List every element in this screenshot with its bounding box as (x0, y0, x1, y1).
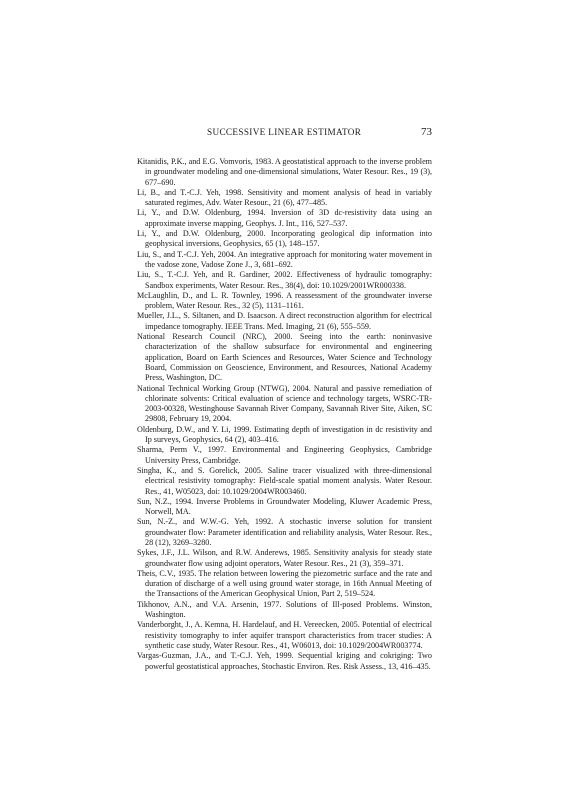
running-title: SUCCESSIVE LINEAR ESTIMATOR (207, 127, 362, 137)
reference-entry: Sun, N.Z., 1994. Inverse Problems in Groundwater Modeling, Kluwer Academic Press, Norwell, MA. (137, 496, 432, 517)
reference-entry: Li, Y., and D.W. Oldenburg, 1994. Inversion of 3D dc-resistivity data using an approximate inverse mapping, Geophys. J. Int., 116, 527–537. (137, 208, 432, 228)
reference-entry: Mueller, J.L., S. Siltanen, and D. Isaacson. A direct reconstruction algorithm for electrical impedance tomography. IEEE Trans. Med. Imaging, 21 (6), 555–559. (137, 311, 432, 331)
reference-entry: Singha, K., and S. Gorelick, 2005. Saline tracer visualized with three-dimensional electrical resistivity tomography: Field-scale spatial moment analysis. Water Resour. Res., 41, W05023, doi: 10.1029/2004WR003460. (137, 465, 432, 496)
reference-list (137, 157, 432, 672)
reference-entry: Liu, S., T.-C.J. Yeh, and R. Gardiner, 2002. Effectiveness of hydraulic tomography: Sandbox experiments, Water Resour. Res., 38(4), doi: 10.1029/2001WR000338. (137, 270, 432, 290)
reference-entry: Sharma, Perm V., 1997. Environmental and Engineering Geophysics, Cambridge University Press, Cambridge. (137, 445, 432, 465)
reference-entry: Sun, N.-Z., and W.W.-G. Yeh, 1992. A stochastic inverse solution for transient groundwater flow: Parameter identification and reliability analysis, Water Resour. Res., 28 (12), 3269–3280. (137, 517, 432, 547)
page-number: 73 (421, 126, 432, 138)
reference-entry: Theis, C.V., 1935. The relation between lowering the piezometric surface and the rate and duration of discharge of a well using ground water storage, in 16th Annual Meeting of the Transactions of the American Geophysical Union, Part 2, 519–524. (137, 568, 432, 599)
reference-entry: Vanderborght, J., A. Kemna, H. Hardelauf, and H. Vereecken, 2005. Potential of electrical resistivity tomography to infer aquifer transport characteristics from tracer studies: A synthetic case study, Water Resour. Res., 41, W06013, doi: 10.1029/2004WR003774. (137, 620, 432, 650)
reference-entry: Sykes, J.F., J.L. Wilson, and R.W. Anderews, 1985. Sensitivity analysis for steady state groundwater flow using adjoint operators, Water Resour. Res., 21 (3), 359–371. (137, 548, 432, 568)
page-header (137, 127, 432, 143)
reference-entry: McLaughlin, D., and L. R. Townley, 1996. A reassessment of the groundwater inverse problem, Water Resour. Res., 32 (5), 1131–1161. (137, 290, 432, 311)
reference-entry: Vargas-Guzman, J.A., and T.-C.J. Yeh, 1999. Sequential kriging and cokriging: Two powerful geostatistical approaches, Stochastic Environ. Res. Risk Assess., 13, 416–435. (137, 651, 432, 671)
reference-entry: National Technical Working Group (NTWG), 2004. Natural and passive remediation of chlorinate solvents: Critical evaluation of science and technology targets, WSRC-TR-2003-00328, Westinghouse Savannah River Company, Savannah River Site, Aiken, SC 29808, February 19, 2004. (137, 383, 432, 424)
reference-entry: Li, B., and T.-C.J. Yeh, 1998. Sensitivity and moment analysis of head in variably saturated regimes, Adv. Water Resour., 21 (6), 477–485. (137, 187, 432, 208)
reference-entry: Li, Y., and D.W. Oldenburg, 2000. Incorporating geological dip information into geophysical inversions, Geophysics, 65 (1), 148–157. (137, 229, 432, 249)
reference-entry: Tikhonov, A.N., and V.A. Arsenin, 1977. Solutions of Ill-posed Problems. Winston, Washington. (137, 599, 432, 620)
reference-entry: National Research Council (NRC), 2000. Seeing into the earth: noninvasive characterization of the shallow subsurface for environmental and engineering application, Board on Earth Sciences and Resources, Water Science and Technology Board, Commission on Geoscience, Environment, and Resources, National Academy Press, Washington, DC. (137, 332, 432, 383)
reference-entry: Oldenburg, D.W., and Y. Li, 1999. Estimating depth of investigation in dc resistivity and Ip surveys, Geophysics, 64 (2), 403–416. (137, 424, 432, 445)
reference-entry: Liu, S., and T.-C.J. Yeh, 2004. An integrative approach for monitoring water movement in the vadose zone, Vadose Zone J., 3, 681–692. (137, 249, 432, 269)
reference-entry: Kitanidis, P.K., and E.G. Vomvoris, 1983. A geostatistical approach to the inverse problem in groundwater modeling and one-dimensional simulations, Water Resour. Res., 19 (3), 677–690. (137, 157, 432, 187)
